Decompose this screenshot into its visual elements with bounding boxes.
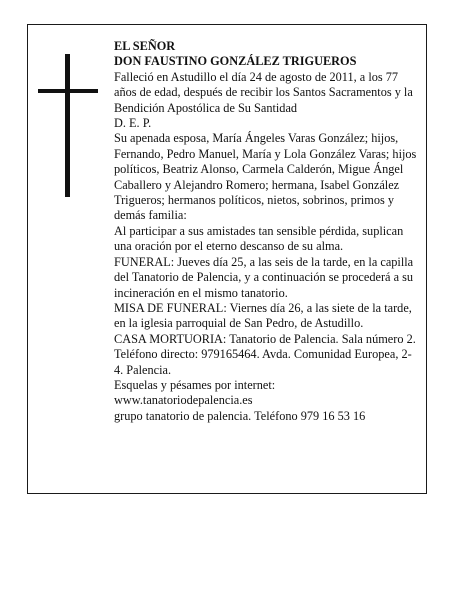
website-link[interactable]: www.tanatoriodepalencia.es [114,393,253,408]
cross-vertical-bar [65,54,70,197]
death-details: Falleció en Astudillo el día 24 de agosto de 2011, a los 77 años de edad, después de recibir los Santos Sacramentos y la Bendición Apostólica de Su Santidad [114,69,413,115]
cross-icon [38,54,98,197]
funeral-mass-details: MISA DE FUNERAL: Viernes día 26, a las siete de la tarde, en la iglesia parroquial de San Pedro, de Astudillo. [114,300,412,331]
notice-heading: EL SEÑOR [114,39,176,53]
family-list: Su apenada esposa, María Ángeles Varas González; hijos, Fernando, Pedro Manuel, María y Lola González Varas; hijos políticos, Beatriz Alonso, Carmela Calderón, Migue Ángel Caballero y Alejandro Romero; hermana, Isabel González Trigueros; hermanos políticos, nietos, sobrinos, primos y demás familia: [114,131,417,223]
prayer-request: Al participar a sus amistades tan sensible pérdida, suplican una oración por el eterno descanso de su alma. [114,223,404,254]
deceased-name: DON FAUSTINO GONZÁLEZ TRIGUEROS [114,54,357,69]
funeral-home-contact: grupo tanatorio de palencia. Teléfono 979 16 53 16 [114,408,366,423]
cross-horizontal-bar [38,89,98,93]
condolences-label: Esquelas y pésames por internet: [114,377,276,392]
mortuary-details: CASA MORTUORIA: Tanatorio de Palencia. Sala número 2. Teléfono directo: 979165464. Avda. Comunidad Europea, 2-4. Palencia. [114,331,416,377]
funeral-details: FUNERAL: Jueves día 25, a las seis de la tarde, en la capilla del Tanatorio de Palencia, y a continuación se procederá a su incineración en el mismo tanatorio. [114,254,414,300]
obituary-text [114,39,419,424]
rest-in-peace: D. E. P. [114,116,152,131]
